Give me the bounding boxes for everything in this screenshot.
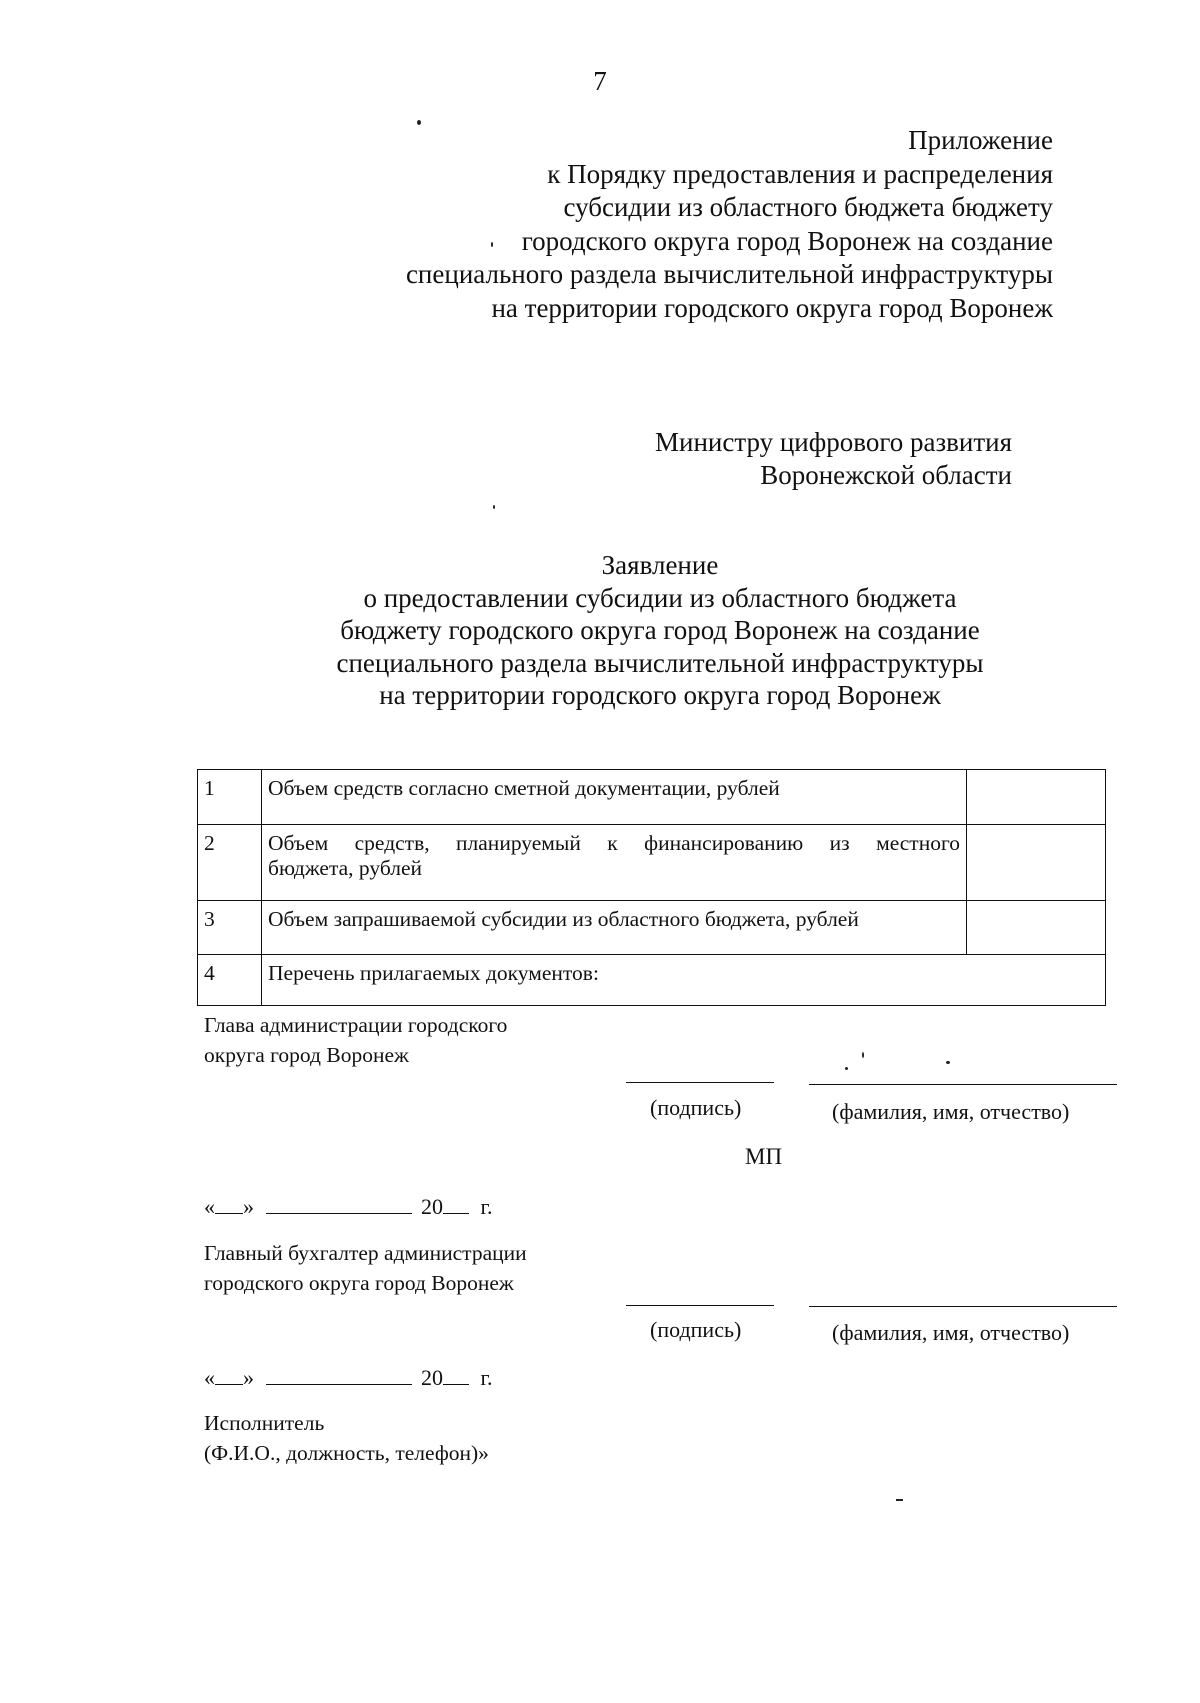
date-suffix: г. — [480, 1193, 493, 1219]
table-row — [198, 770, 1106, 825]
appendix-line: на территории городского округа город Воронеж — [491, 292, 1053, 323]
head-name-line[interactable] — [809, 1084, 1117, 1085]
application-title: Заявление — [601, 550, 719, 580]
appendix-title: Приложение — [908, 125, 1053, 155]
head-position-line: Глава администрации городского — [204, 1013, 508, 1037]
executor-block — [204, 1408, 489, 1468]
scan-speck — [896, 1499, 903, 1501]
accountant-date-row — [204, 1363, 493, 1391]
head-signature-line[interactable] — [626, 1082, 774, 1083]
row-number: 1 — [198, 770, 262, 825]
day-blank[interactable] — [215, 1363, 243, 1385]
application-subtitle-line: на территории городского округа город Воронеж — [379, 680, 941, 710]
head-date-row — [204, 1192, 493, 1220]
date-suffix: г. — [480, 1364, 493, 1390]
row-number: 2 — [198, 825, 262, 901]
appendix-line: к Порядку предоставления и распределения — [547, 158, 1053, 189]
application-subtitle-line: бюджету городского округа город Воронеж на создание — [340, 615, 980, 645]
date-quote-open: « — [204, 1364, 215, 1390]
scan-speck — [417, 120, 421, 125]
row-value-cell[interactable] — [967, 770, 1106, 825]
accountant-position — [204, 1238, 527, 1298]
row-label-line: бюджета, рублей — [268, 856, 423, 880]
appendix-line: специального раздела вычислительной инфраструктуры — [405, 259, 1053, 289]
executor-label: Исполнитель — [204, 1411, 325, 1435]
head-position — [204, 1010, 507, 1070]
scan-speck — [845, 1067, 848, 1070]
accountant-position-line: Главный бухгалтер администрации — [204, 1241, 527, 1265]
date-quote-close: » — [243, 1193, 254, 1219]
table-row — [198, 955, 1106, 1006]
accountant-position-line: городского округа город Воронеж — [204, 1271, 514, 1295]
accountant-signature-caption: (подпись) — [650, 1317, 742, 1342]
row-number: 3 — [198, 901, 262, 955]
row-value-cell[interactable] — [967, 825, 1106, 901]
application-subtitle-line: специального раздела вычислительной инфраструктуры — [336, 647, 984, 678]
row-label: Объем запрашиваемой субсидии из областного бюджета, рублей — [262, 901, 967, 955]
table-row — [198, 901, 1106, 955]
stamp-label: МП — [745, 1144, 783, 1169]
date-quote-close: » — [243, 1364, 254, 1390]
row-value-cell[interactable] — [967, 901, 1106, 955]
appendix-line: субсидии из областного бюджета бюджету — [563, 192, 1053, 222]
application-form-table — [197, 769, 1106, 1006]
year-blank[interactable] — [443, 1192, 469, 1214]
executor-details: (Ф.И.О., должность, телефон)» — [204, 1441, 489, 1465]
head-position-line: округа город Воронеж — [204, 1043, 409, 1067]
addressee-line: Воронежской области — [760, 460, 1012, 490]
application-title-block — [250, 549, 1070, 712]
addressee-line: Министру цифрового развития — [655, 427, 1012, 457]
scan-speck — [862, 1052, 864, 1058]
addressee-block — [655, 426, 1012, 492]
appendix-line: городского округа город Воронеж на создание — [521, 225, 1053, 256]
application-subtitle-line: о предоставлении субсидии из областного бюджета — [363, 582, 957, 613]
page-number: 7 — [593, 66, 607, 96]
month-blank[interactable] — [266, 1363, 412, 1385]
accountant-name-line[interactable] — [809, 1306, 1117, 1307]
scan-speck — [493, 505, 495, 509]
month-blank[interactable] — [266, 1192, 412, 1214]
row-number: 4 — [198, 955, 262, 1006]
year-blank[interactable] — [443, 1363, 469, 1385]
appendix-header — [406, 124, 1053, 325]
table-row — [198, 825, 1106, 901]
day-blank[interactable] — [215, 1192, 243, 1214]
scan-speck — [946, 1061, 950, 1064]
date-year: 20 — [421, 1364, 443, 1390]
row-label-line: Объем средств, планируемый к финансированию из местного — [268, 831, 960, 855]
head-signature-caption: (подпись) — [650, 1095, 742, 1120]
row-label: Объем средств согласно сметной документации, рублей — [262, 770, 967, 825]
accountant-signature-line[interactable] — [626, 1305, 774, 1306]
accountant-name-caption: (фамилия, имя, отчество) — [832, 1320, 1070, 1345]
row-label — [262, 825, 967, 901]
date-quote-open: « — [204, 1193, 215, 1219]
scan-speck — [491, 242, 493, 247]
row-label: Перечень прилагаемых документов: — [262, 955, 1106, 1006]
head-name-caption: (фамилия, имя, отчество) — [832, 1099, 1070, 1124]
date-year: 20 — [421, 1193, 443, 1219]
